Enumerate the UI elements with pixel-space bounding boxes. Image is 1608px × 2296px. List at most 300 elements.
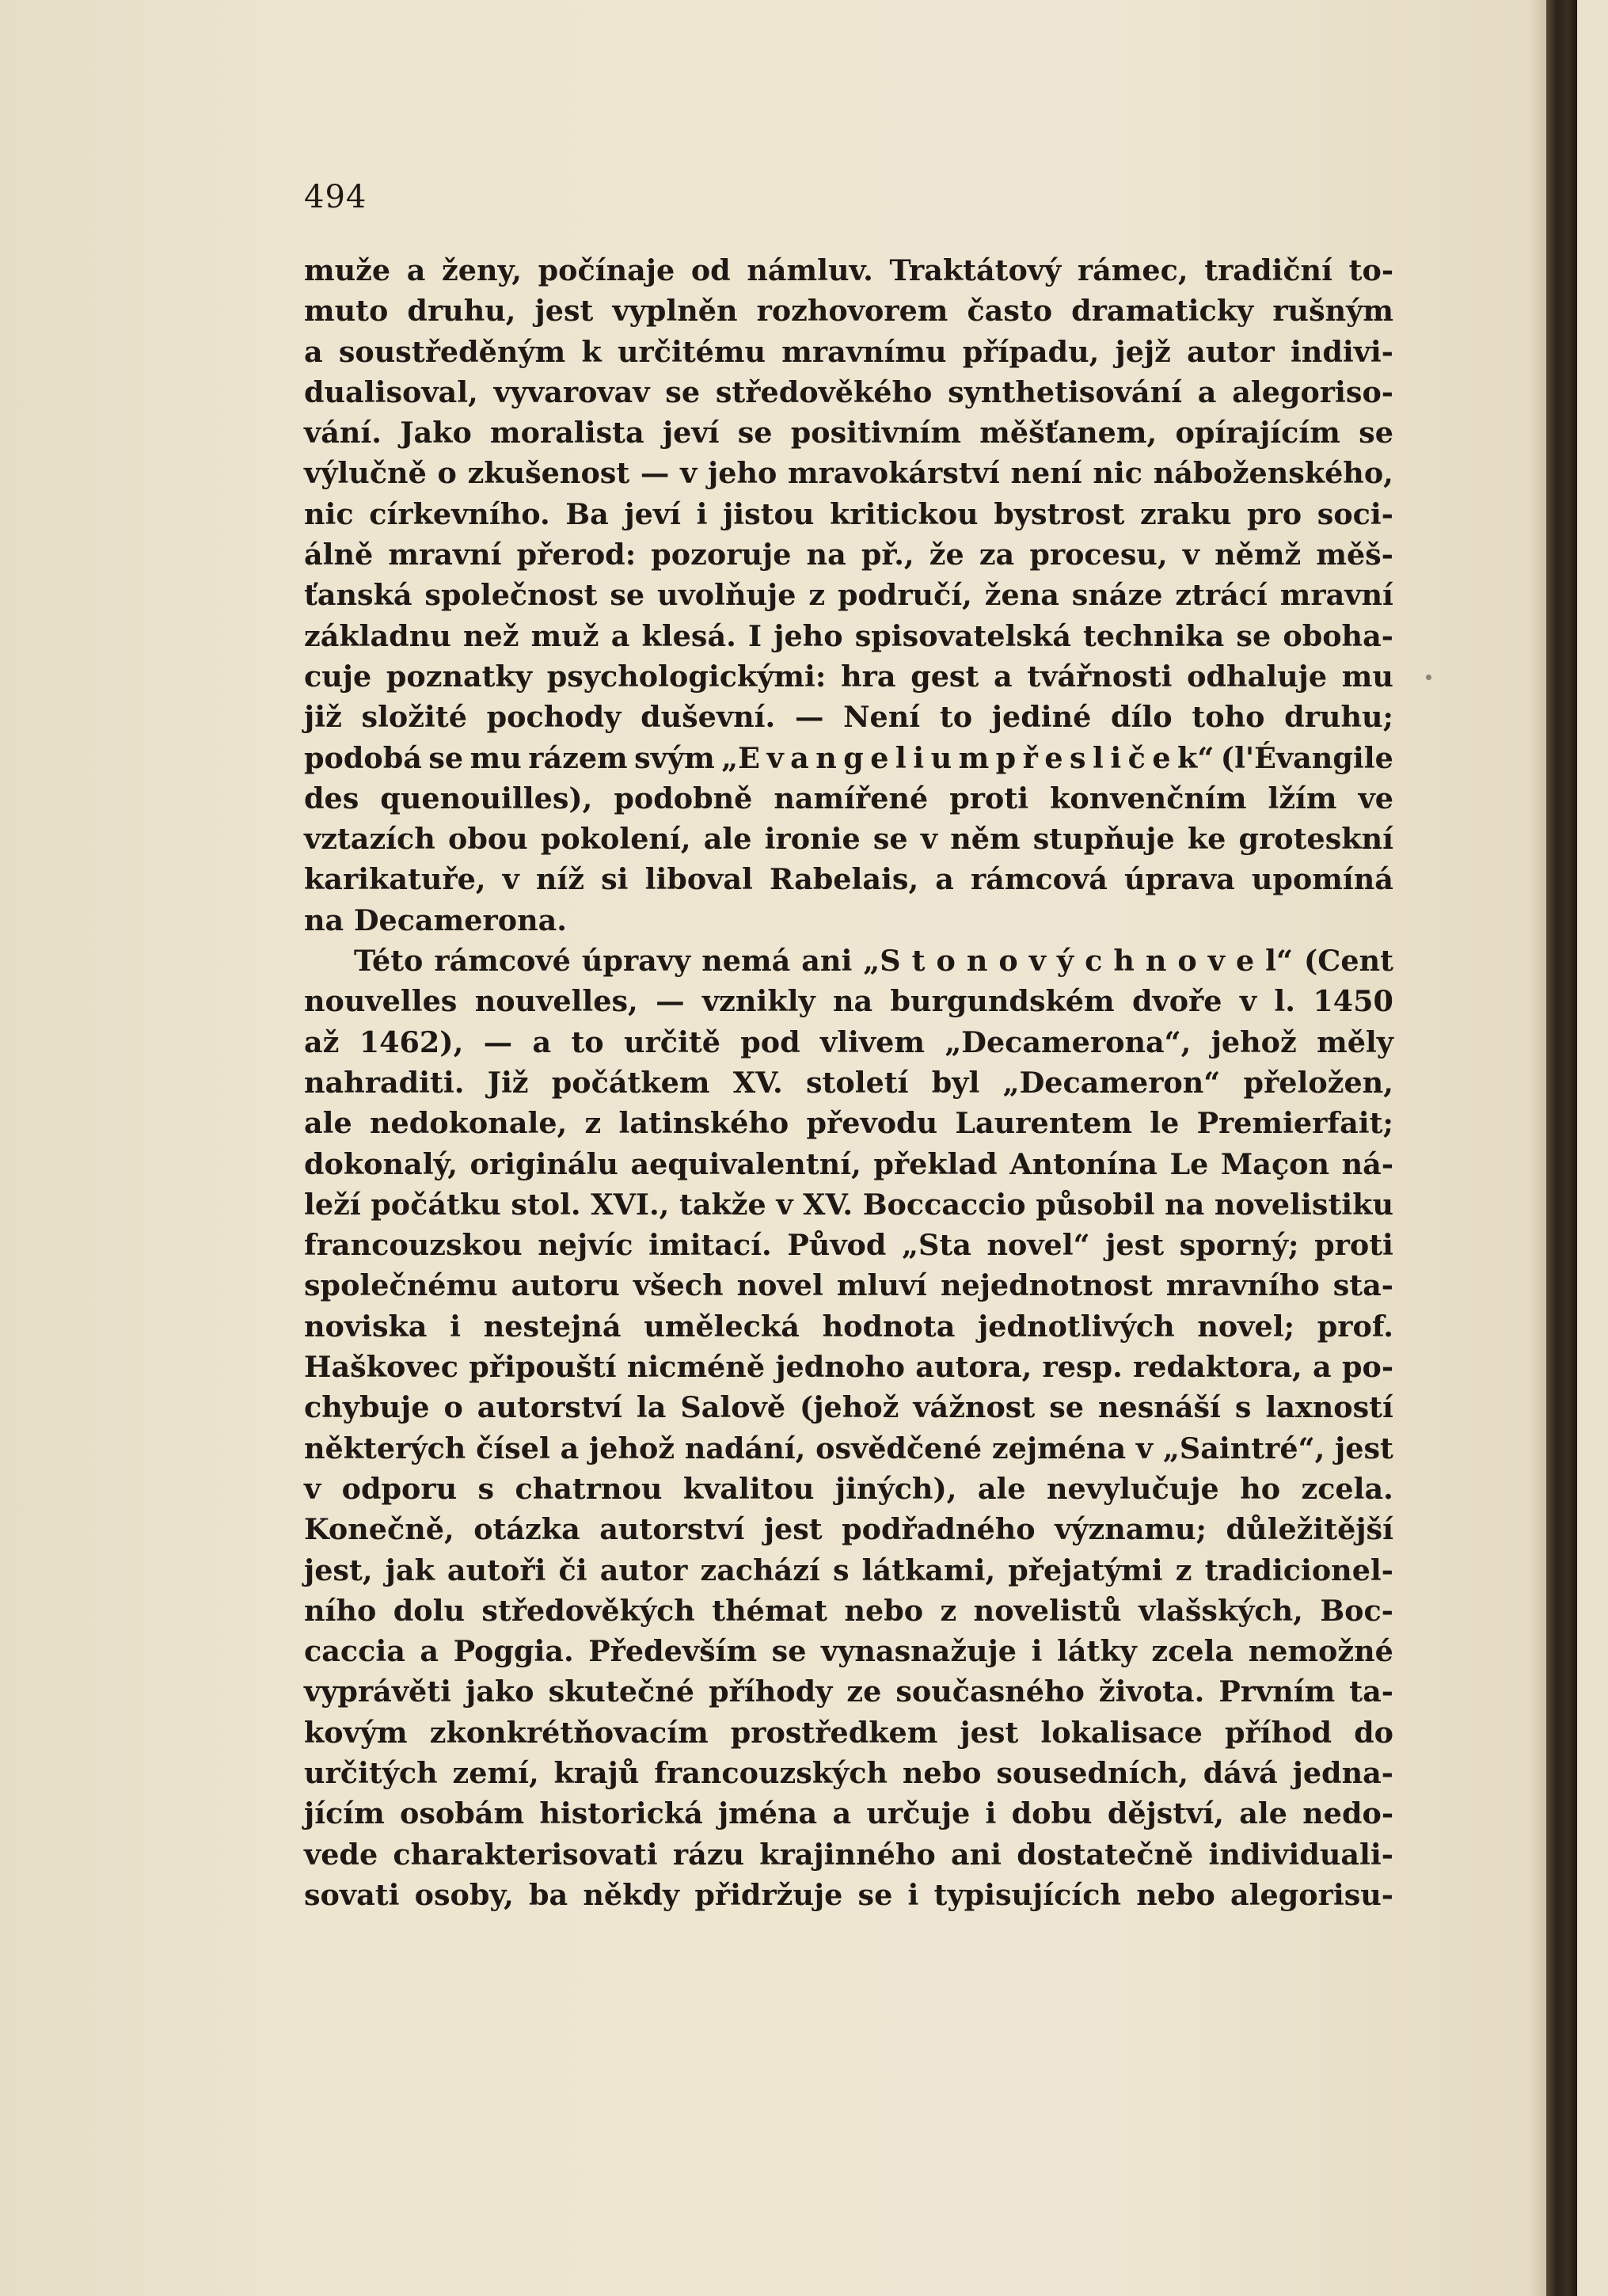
word: dolu bbox=[393, 1593, 465, 1628]
word: klesá. bbox=[641, 618, 736, 653]
word: zkušenost bbox=[467, 456, 630, 491]
word: a bbox=[790, 740, 809, 775]
word: nejednotnost bbox=[940, 1268, 1153, 1303]
word: chybuje bbox=[304, 1390, 430, 1425]
body-text bbox=[304, 250, 1393, 1915]
word: zejména bbox=[991, 1431, 1127, 1465]
word: bystrost bbox=[994, 496, 1125, 531]
word: e bbox=[1235, 944, 1255, 979]
word: osvědčené bbox=[815, 1431, 983, 1465]
word: jest, bbox=[304, 1553, 373, 1587]
word: n bbox=[815, 740, 837, 775]
word: některých bbox=[304, 1431, 466, 1465]
word: z bbox=[940, 1593, 957, 1628]
word: autoři bbox=[447, 1553, 546, 1587]
word: níž bbox=[535, 862, 585, 897]
word: často bbox=[967, 294, 1053, 329]
word: francouzskou bbox=[304, 1228, 523, 1263]
word: určitému bbox=[617, 334, 766, 369]
word: (l'Évangile bbox=[1220, 740, 1393, 775]
word: dostatečně bbox=[1017, 1837, 1194, 1872]
word: nahraditi. bbox=[304, 1065, 465, 1100]
word: (Cent bbox=[1304, 944, 1393, 979]
text-line bbox=[304, 1062, 1393, 1103]
word: dualisoval, bbox=[304, 374, 478, 409]
word: i bbox=[907, 1877, 919, 1912]
word: se bbox=[872, 822, 908, 857]
word: Rabelais, bbox=[769, 862, 919, 897]
word: nouvelles, bbox=[474, 984, 638, 1019]
word: měly bbox=[1317, 1024, 1393, 1059]
word: středověkých bbox=[481, 1593, 695, 1628]
word: základnu bbox=[304, 618, 451, 653]
word: v bbox=[304, 1471, 321, 1506]
word: sousedních, bbox=[996, 1755, 1188, 1790]
word: autorství bbox=[599, 1512, 745, 1547]
word: g bbox=[843, 740, 864, 775]
word: se bbox=[771, 1634, 807, 1669]
word: zkonkrétňovacím bbox=[429, 1715, 709, 1750]
word: působil bbox=[1036, 1187, 1155, 1222]
word: námluv. bbox=[747, 253, 873, 287]
word: Salově bbox=[680, 1390, 786, 1425]
word: opírajícím bbox=[1175, 416, 1340, 450]
word: nemá bbox=[701, 944, 791, 979]
word: — bbox=[640, 456, 670, 491]
word: le bbox=[1150, 1106, 1180, 1141]
word: nemožné bbox=[1248, 1634, 1393, 1669]
word: tradiční bbox=[1204, 253, 1332, 287]
word: příhody bbox=[709, 1674, 833, 1709]
word: nicméně bbox=[626, 1350, 766, 1385]
word: v bbox=[680, 456, 698, 491]
word: muto bbox=[304, 294, 389, 329]
word: Le bbox=[1169, 1146, 1209, 1181]
text-line bbox=[304, 1428, 1393, 1469]
word: zraku bbox=[1139, 496, 1232, 531]
word: Traktátový bbox=[889, 253, 1062, 287]
word: prostředkem bbox=[730, 1715, 938, 1750]
word: že bbox=[929, 538, 964, 572]
word: kovým bbox=[304, 1715, 408, 1750]
text-line bbox=[304, 1753, 1393, 1793]
word: Antonína bbox=[1009, 1146, 1158, 1181]
word: krajinného bbox=[759, 1837, 936, 1872]
word: jest bbox=[763, 1512, 823, 1547]
word: o bbox=[1177, 944, 1197, 979]
word: pokolení, bbox=[540, 822, 691, 857]
word: Prvním bbox=[1218, 1674, 1336, 1709]
word: i bbox=[696, 496, 708, 531]
word: — bbox=[483, 1024, 513, 1059]
word: v bbox=[920, 822, 938, 857]
word: Původ bbox=[787, 1228, 887, 1263]
text-line bbox=[304, 1509, 1393, 1549]
word: látkami, bbox=[861, 1553, 996, 1587]
word: počátku bbox=[371, 1187, 501, 1222]
text-line bbox=[304, 859, 1393, 899]
word: osoby, bbox=[414, 1877, 514, 1912]
word: i bbox=[985, 1796, 997, 1831]
word: proti bbox=[1314, 1228, 1393, 1263]
text-line bbox=[304, 1144, 1393, 1184]
word: „S bbox=[863, 944, 901, 979]
word: soustředěným bbox=[338, 334, 566, 369]
word: hra bbox=[841, 659, 896, 694]
word: druhu, bbox=[407, 294, 516, 329]
word: synthetisování bbox=[948, 374, 1182, 409]
word: Laurentem bbox=[955, 1106, 1132, 1141]
word: vání. bbox=[304, 416, 382, 450]
word: moralista bbox=[490, 416, 644, 450]
word: středověkého bbox=[715, 374, 933, 409]
word: lokalisace bbox=[1040, 1715, 1203, 1750]
word: jest bbox=[960, 1715, 1019, 1750]
word: z bbox=[808, 578, 826, 613]
word: nouvelles bbox=[304, 984, 458, 1019]
word: úpravy bbox=[581, 944, 691, 979]
word: stol. bbox=[511, 1187, 581, 1222]
text-line bbox=[304, 1022, 1393, 1062]
text-line bbox=[304, 1591, 1393, 1631]
word: vážnost bbox=[913, 1390, 1036, 1425]
text-line bbox=[304, 332, 1393, 372]
text-line bbox=[304, 575, 1393, 615]
word: výlučně bbox=[304, 456, 427, 491]
word: ke bbox=[1187, 822, 1226, 857]
text-line bbox=[304, 616, 1393, 656]
word: určuje bbox=[866, 1796, 971, 1831]
word: byl bbox=[931, 1065, 980, 1100]
word: psychologickými: bbox=[546, 659, 827, 694]
word: vyvarovav bbox=[493, 374, 650, 409]
word: jména bbox=[717, 1796, 818, 1831]
word: I bbox=[747, 618, 762, 653]
word: otázka bbox=[473, 1512, 580, 1547]
word: cuje bbox=[304, 659, 372, 694]
word: v bbox=[1182, 538, 1199, 572]
word: novel; bbox=[1197, 1309, 1295, 1344]
word: rámcová bbox=[970, 862, 1108, 897]
word: jeví bbox=[624, 496, 681, 531]
word: toho bbox=[1192, 700, 1265, 735]
word: jest bbox=[534, 294, 594, 329]
word: př., bbox=[861, 538, 914, 572]
word: karikatuře, bbox=[304, 862, 486, 897]
word: chatrnou bbox=[515, 1471, 663, 1506]
word: něm bbox=[950, 822, 1021, 857]
text-line bbox=[304, 981, 1393, 1021]
word: určitých bbox=[304, 1755, 438, 1790]
word: dějství, bbox=[1107, 1796, 1224, 1831]
word: XV. bbox=[732, 1065, 783, 1100]
word: někdy bbox=[583, 1877, 680, 1912]
word: z bbox=[1175, 1553, 1192, 1587]
word: Především bbox=[588, 1634, 758, 1669]
word: přerod: bbox=[516, 538, 637, 572]
word: ani bbox=[950, 1837, 1002, 1872]
word: mravní bbox=[388, 538, 502, 572]
word: čísel bbox=[476, 1431, 550, 1465]
word: gest bbox=[910, 659, 979, 694]
word: latinského bbox=[618, 1106, 789, 1141]
text-line bbox=[304, 778, 1393, 819]
word: p bbox=[995, 740, 1017, 775]
word: jednoho bbox=[775, 1350, 906, 1385]
word: pod bbox=[740, 1024, 800, 1059]
word: zachází bbox=[700, 1553, 820, 1587]
text-line bbox=[304, 1469, 1393, 1509]
word: u bbox=[930, 740, 952, 775]
word: c bbox=[1085, 944, 1103, 979]
word: Ba bbox=[565, 496, 609, 531]
word: to bbox=[939, 700, 973, 735]
text-line bbox=[304, 250, 1393, 291]
word: l“ bbox=[1265, 944, 1294, 979]
word: ta- bbox=[1349, 1674, 1393, 1709]
word: jednotlivých bbox=[978, 1309, 1175, 1344]
word: odhaluje bbox=[1187, 659, 1328, 694]
word: a bbox=[610, 618, 630, 653]
text-line bbox=[304, 1225, 1393, 1265]
word: individuali- bbox=[1208, 1837, 1393, 1872]
word: historická bbox=[539, 1796, 703, 1831]
text-line bbox=[304, 291, 1393, 331]
word: a bbox=[420, 1634, 439, 1669]
word: tvářnosti bbox=[1027, 659, 1173, 694]
word: nejvíc bbox=[538, 1228, 633, 1263]
word: rámcové bbox=[434, 944, 571, 979]
word: vyprávěti bbox=[304, 1674, 451, 1709]
word: skutečné bbox=[548, 1674, 695, 1709]
word: Boccaccio bbox=[862, 1187, 1026, 1222]
text-line bbox=[304, 1631, 1393, 1671]
word: látky bbox=[1057, 1634, 1137, 1669]
word: ná- bbox=[1341, 1146, 1393, 1181]
word: není bbox=[1010, 456, 1082, 491]
word: i bbox=[450, 1309, 462, 1344]
text-line bbox=[304, 1184, 1393, 1225]
text-line bbox=[304, 1103, 1393, 1143]
word: originálu bbox=[469, 1146, 618, 1181]
word: XVI., bbox=[591, 1187, 670, 1222]
word: odporu bbox=[341, 1471, 458, 1506]
word: se bbox=[428, 740, 464, 775]
word: podobně bbox=[614, 781, 753, 815]
word: žena bbox=[984, 578, 1059, 613]
word: od bbox=[690, 253, 731, 287]
word: poznatky bbox=[386, 659, 533, 694]
word: jehož bbox=[589, 1431, 675, 1465]
word: tradicionel- bbox=[1204, 1553, 1393, 1587]
word: rámec, bbox=[1077, 253, 1188, 287]
word: sta- bbox=[1332, 1268, 1393, 1303]
word: jest bbox=[1335, 1431, 1393, 1465]
word: zcela. bbox=[1301, 1471, 1393, 1506]
word: vede bbox=[304, 1837, 378, 1872]
word: autor bbox=[599, 1553, 688, 1587]
word: kritickou bbox=[830, 496, 979, 531]
word: — bbox=[794, 700, 824, 735]
word: liboval bbox=[644, 862, 753, 897]
word: XV. bbox=[803, 1187, 853, 1222]
word: s bbox=[1070, 740, 1086, 775]
word: Této bbox=[354, 944, 424, 979]
text-line bbox=[304, 372, 1393, 412]
text-line bbox=[304, 1793, 1393, 1834]
word: muž bbox=[530, 618, 599, 653]
word: novel“ bbox=[986, 1228, 1090, 1263]
word: se bbox=[1236, 618, 1272, 653]
text-line bbox=[304, 697, 1393, 737]
word: ale bbox=[977, 1471, 1026, 1506]
text-line bbox=[304, 819, 1393, 859]
word: e bbox=[870, 740, 889, 775]
word: krajů bbox=[553, 1755, 640, 1790]
word: l bbox=[895, 740, 907, 775]
text-line: na Decamerona. bbox=[304, 903, 567, 937]
word: a bbox=[532, 1024, 552, 1059]
word: nedo- bbox=[1302, 1796, 1393, 1831]
word: procesu, bbox=[1029, 538, 1168, 572]
text-line bbox=[304, 1265, 1393, 1306]
word: to bbox=[571, 1024, 604, 1059]
text-line bbox=[304, 1306, 1393, 1347]
word: snáze bbox=[1071, 578, 1163, 613]
word: umělecká bbox=[644, 1309, 800, 1344]
word: technika bbox=[1083, 618, 1225, 653]
word: Jako bbox=[400, 416, 472, 450]
word: caccia bbox=[304, 1634, 405, 1669]
word: ironie bbox=[764, 822, 861, 857]
word: groteskní bbox=[1238, 822, 1393, 857]
word: jak bbox=[385, 1553, 435, 1587]
word: jejž bbox=[1115, 334, 1171, 369]
word: burgundském bbox=[890, 984, 1115, 1019]
word: přidržuje bbox=[694, 1877, 843, 1912]
word: ťanská bbox=[304, 578, 412, 613]
text-line bbox=[304, 453, 1393, 493]
word: s bbox=[477, 1471, 495, 1506]
word: č bbox=[1127, 740, 1146, 775]
word: pochody bbox=[486, 700, 622, 735]
word: zcela bbox=[1151, 1634, 1234, 1669]
word: mu bbox=[1341, 659, 1393, 694]
word: ztrácí bbox=[1175, 578, 1268, 613]
word: se bbox=[610, 578, 645, 613]
word: mu bbox=[469, 740, 522, 775]
word: autor bbox=[1187, 334, 1275, 369]
word: druhu; bbox=[1284, 700, 1393, 735]
word: pro bbox=[1247, 496, 1302, 531]
word: na bbox=[833, 984, 873, 1019]
word: za bbox=[979, 538, 1015, 572]
word: ního bbox=[304, 1593, 377, 1628]
word: redaktora, bbox=[1133, 1350, 1302, 1385]
word: kvalitou bbox=[682, 1471, 815, 1506]
word: jediné bbox=[991, 700, 1092, 735]
word: hodnota bbox=[822, 1309, 956, 1344]
word: vlašských, bbox=[1139, 1593, 1303, 1628]
word: a bbox=[832, 1796, 852, 1831]
word: a bbox=[406, 253, 426, 287]
word: alegorisu- bbox=[1230, 1877, 1393, 1912]
text-line bbox=[304, 656, 1393, 697]
text-line bbox=[304, 1712, 1393, 1753]
word: a bbox=[560, 1431, 580, 1465]
word: němž bbox=[1215, 538, 1302, 572]
word: prof. bbox=[1317, 1309, 1393, 1344]
word: autora, bbox=[915, 1350, 1032, 1385]
word: des bbox=[304, 781, 359, 815]
word: vztazích bbox=[304, 822, 435, 857]
text-line bbox=[304, 412, 1393, 453]
word: positivním bbox=[790, 416, 961, 450]
word: ve bbox=[1358, 781, 1393, 815]
word: přeložen, bbox=[1243, 1065, 1393, 1100]
word: důležitější bbox=[1226, 1512, 1393, 1547]
word: — bbox=[656, 984, 685, 1019]
word: álně bbox=[304, 538, 374, 572]
text-line bbox=[304, 738, 1393, 778]
word: dvoře bbox=[1131, 984, 1222, 1019]
word: Poggia. bbox=[453, 1634, 574, 1669]
word: rušným bbox=[1272, 294, 1393, 329]
word: vynasnažuje bbox=[820, 1634, 1017, 1669]
word: 1462), bbox=[359, 1024, 464, 1059]
word: Premierfait; bbox=[1196, 1106, 1393, 1141]
word: jeho bbox=[708, 456, 777, 491]
word: mravního bbox=[1165, 1268, 1320, 1303]
word: nic bbox=[304, 496, 354, 531]
word: a bbox=[935, 862, 954, 897]
word: ř bbox=[1022, 740, 1038, 775]
text-line bbox=[304, 1347, 1393, 1387]
word: n bbox=[966, 944, 988, 979]
word: t bbox=[911, 944, 926, 979]
word: se bbox=[857, 1877, 893, 1912]
text-line bbox=[304, 534, 1393, 575]
word: nebo bbox=[1136, 1877, 1215, 1912]
word: charakterisovati bbox=[393, 1837, 658, 1872]
word: francouzských bbox=[654, 1755, 888, 1790]
word: m bbox=[958, 740, 990, 775]
word: „Sta bbox=[902, 1228, 971, 1263]
book-binding-edge bbox=[1546, 0, 1577, 2296]
word: jako bbox=[466, 1674, 534, 1709]
word: autoru bbox=[511, 1268, 620, 1303]
stray-ink-mark bbox=[1426, 675, 1431, 680]
word: namířené bbox=[774, 781, 929, 815]
word: sovati bbox=[304, 1877, 400, 1912]
word: na bbox=[806, 538, 846, 572]
word: ale bbox=[703, 822, 752, 857]
word: v bbox=[1207, 944, 1225, 979]
word: nevylučuje bbox=[1047, 1471, 1219, 1506]
word: sporný; bbox=[1179, 1228, 1299, 1263]
word: společnému bbox=[304, 1268, 498, 1303]
word: významu; bbox=[1055, 1512, 1207, 1547]
word: i bbox=[1110, 740, 1122, 775]
word: „Decamerona“, bbox=[945, 1024, 1192, 1059]
word: nic bbox=[1093, 456, 1142, 491]
word: nebo bbox=[844, 1593, 924, 1628]
word: úprava bbox=[1123, 862, 1235, 897]
word: oboha- bbox=[1283, 618, 1393, 653]
word: quenouilles), bbox=[380, 781, 593, 815]
word: laxností bbox=[1265, 1390, 1393, 1425]
word: století bbox=[805, 1065, 909, 1100]
